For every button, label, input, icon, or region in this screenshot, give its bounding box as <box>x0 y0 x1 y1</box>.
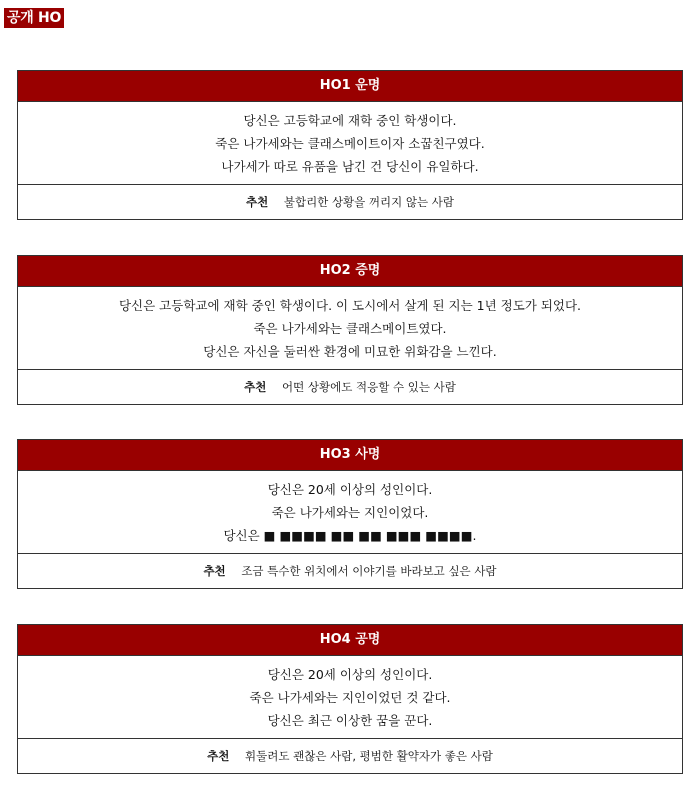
card-title: HO4 공명 <box>18 625 682 655</box>
ho-card-3 <box>17 439 683 589</box>
description-line: 당신은 20세 이상의 성인이다. <box>267 482 433 497</box>
description-line: 당신은 고등학교에 재학 중인 학생이다. <box>243 113 457 128</box>
card-description <box>18 286 682 369</box>
card-recommendation <box>18 369 682 404</box>
section-tag: 공개 HO <box>4 8 64 28</box>
recommend-text: 불합리한 상황을 꺼리지 않는 사람 <box>283 195 455 209</box>
ho-card-1 <box>17 70 683 220</box>
card-title: HO3 사명 <box>18 440 682 470</box>
ho-card-2 <box>17 255 683 405</box>
description-line: 죽은 나가세와는 클래스메이트였다. <box>253 321 447 336</box>
card-description <box>18 101 682 184</box>
recommend-label: 추천 <box>244 380 267 394</box>
description-line: 죽은 나가세와는 지인이었다. <box>271 505 429 520</box>
description-line: 나가세가 따로 유품을 남긴 건 당신이 유일하다. <box>221 159 479 174</box>
card-recommendation <box>18 553 682 588</box>
recommend-label: 추천 <box>207 749 230 763</box>
description-line: 당신은 20세 이상의 성인이다. <box>267 667 433 682</box>
card-recommendation <box>18 184 682 219</box>
recommend-text: 어떤 상황에도 적응할 수 있는 사람 <box>282 380 456 394</box>
card-title: HO1 운명 <box>18 71 682 101</box>
card-description <box>18 655 682 738</box>
recommend-text: 조금 특수한 위치에서 이야기를 바라보고 싶은 사람 <box>241 564 497 578</box>
recommend-label: 추천 <box>203 564 226 578</box>
card-recommendation <box>18 738 682 773</box>
recommend-label: 추천 <box>245 195 269 209</box>
description-line: 당신은 자신을 둘러싼 환경에 미묘한 위화감을 느낀다. <box>203 344 497 359</box>
description-line: 당신은 고등학교에 재학 중인 학생이다. 이 도시에서 살게 된 지는 1년 정도가 되었다. <box>118 298 582 313</box>
description-line: 죽은 나가세와는 클래스메이트이자 소꿉친구였다. <box>215 136 485 151</box>
description-line: 당신은 최근 이상한 꿈을 꾼다. <box>267 713 433 728</box>
card-description <box>18 470 682 553</box>
recommend-text: 휘둘려도 괜찮은 사람, 평범한 활약자가 좋은 사람 <box>245 749 493 763</box>
ho-card-4 <box>17 624 683 774</box>
description-line: 당신은 ■ ■■■■ ■■ ■■ ■■■ ■■■■. <box>223 528 477 543</box>
card-title: HO2 증명 <box>18 256 682 286</box>
description-line: 죽은 나가세와는 지인이었던 것 같다. <box>249 690 451 705</box>
